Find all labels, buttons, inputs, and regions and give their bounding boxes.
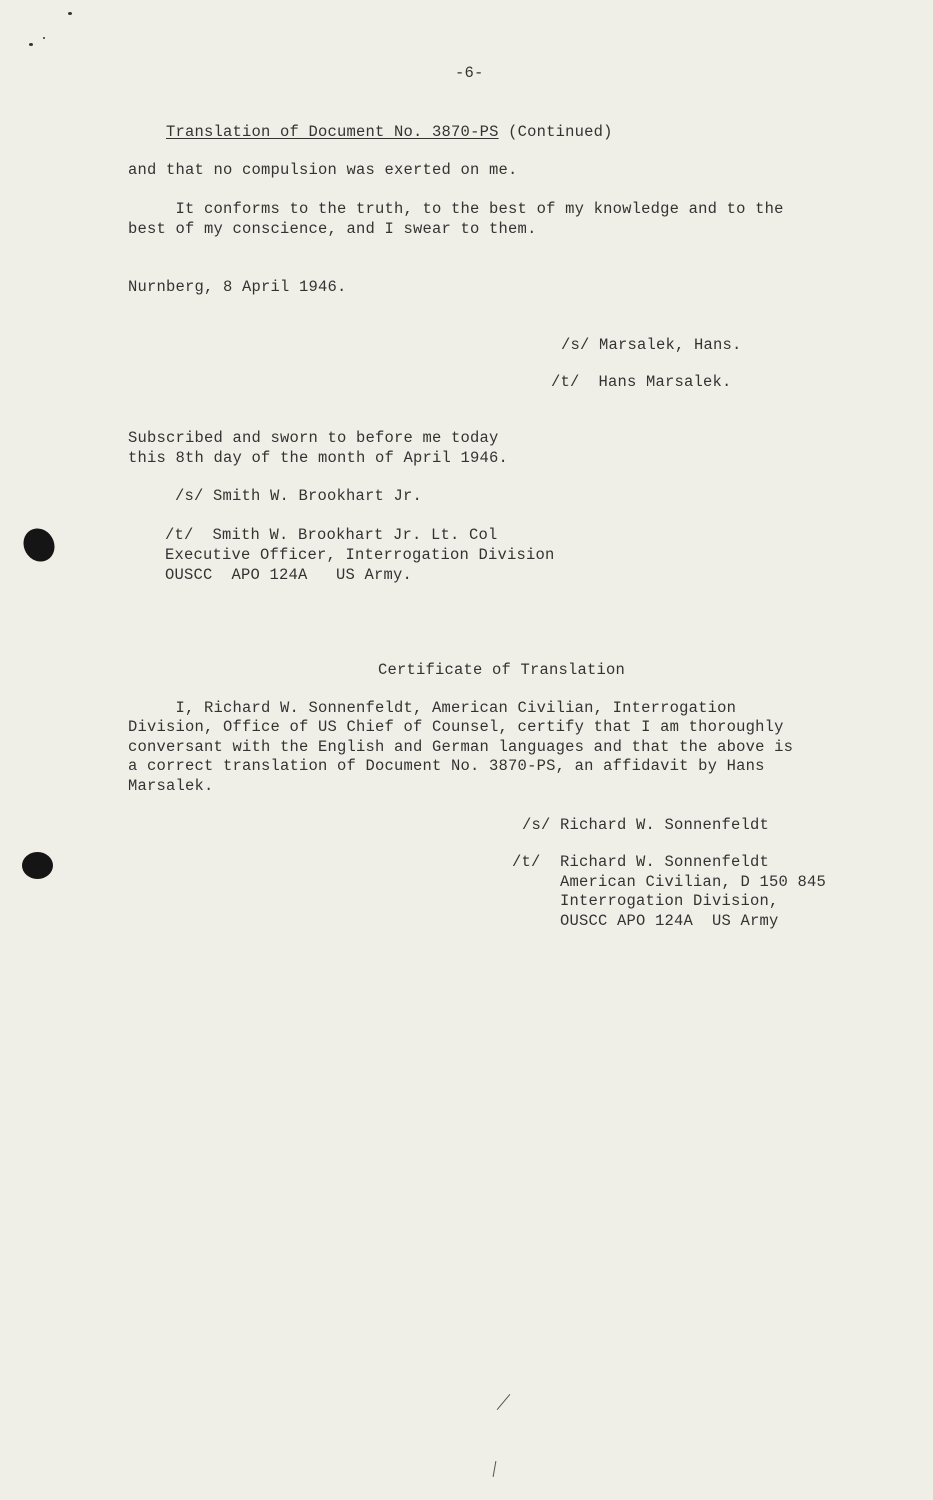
place-date: Nurnberg, 8 April 1946. <box>128 278 347 296</box>
punch-hole <box>18 523 61 567</box>
ink-speck <box>43 37 45 39</box>
paragraph-oath-line1: It conforms to the truth, to the best of my knowledge and to the <box>128 200 784 218</box>
ink-speck <box>68 12 72 15</box>
pen-mark <box>497 1394 511 1410</box>
heading-document-number: Translation of Document No. 3870-PS <box>166 122 499 141</box>
translator-typed-line2: American Civilian, D 150 845 <box>560 873 827 891</box>
paragraph-oath-line2: best of my conscience, and I swear to them. <box>128 220 537 238</box>
officer-signature: /s/ Smith W. Brookhart Jr. <box>175 487 423 505</box>
affiant-signature: /s/ Marsalek, Hans. <box>561 336 742 354</box>
certificate-line5: Marsalek. <box>128 777 214 795</box>
punch-hole <box>22 852 53 879</box>
translator-typed-line1: Richard W. Sonnenfeldt <box>560 853 770 871</box>
translator-signature: /s/ Richard W. Sonnenfeldt <box>522 816 770 834</box>
translator-typed-prefix: /t/ <box>512 853 541 871</box>
affiant-typed-name: /t/ Hans Marsalek. <box>551 373 732 391</box>
translator-typed-line3: Interrogation Division, <box>560 892 779 910</box>
subscribed-line1: Subscribed and sworn to before me today <box>128 429 499 447</box>
translator-typed-line4: OUSCC APO 124A US Army <box>560 912 779 930</box>
certificate-line2: Division, Office of US Chief of Counsel, certify that I am thoroughly <box>128 718 784 736</box>
certificate-line3: conversant with the English and German languages and that the above is <box>128 738 794 756</box>
officer-typed-line3: OUSCC APO 124A US Army. <box>165 566 413 584</box>
page-number: -6- <box>455 64 484 82</box>
pen-mark <box>493 1461 497 1477</box>
officer-typed-line2: Executive Officer, Interrogation Division <box>165 546 555 564</box>
paragraph-compulsion: and that no compulsion was exerted on me. <box>128 161 518 179</box>
certificate-line1: I, Richard W. Sonnenfeldt, American Civilian, Interrogation <box>128 699 737 717</box>
ink-speck <box>29 43 33 46</box>
officer-typed-line1: /t/ Smith W. Brookhart Jr. Lt. Col <box>165 526 498 544</box>
certificate-title: Certificate of Translation <box>378 661 626 679</box>
certificate-line4: a correct translation of Document No. 3870-PS, an affidavit by Hans <box>128 757 765 775</box>
document-heading <box>128 103 613 162</box>
subscribed-line2: this 8th day of the month of April 1946. <box>128 449 509 467</box>
heading-suffix: (Continued) <box>498 122 613 141</box>
